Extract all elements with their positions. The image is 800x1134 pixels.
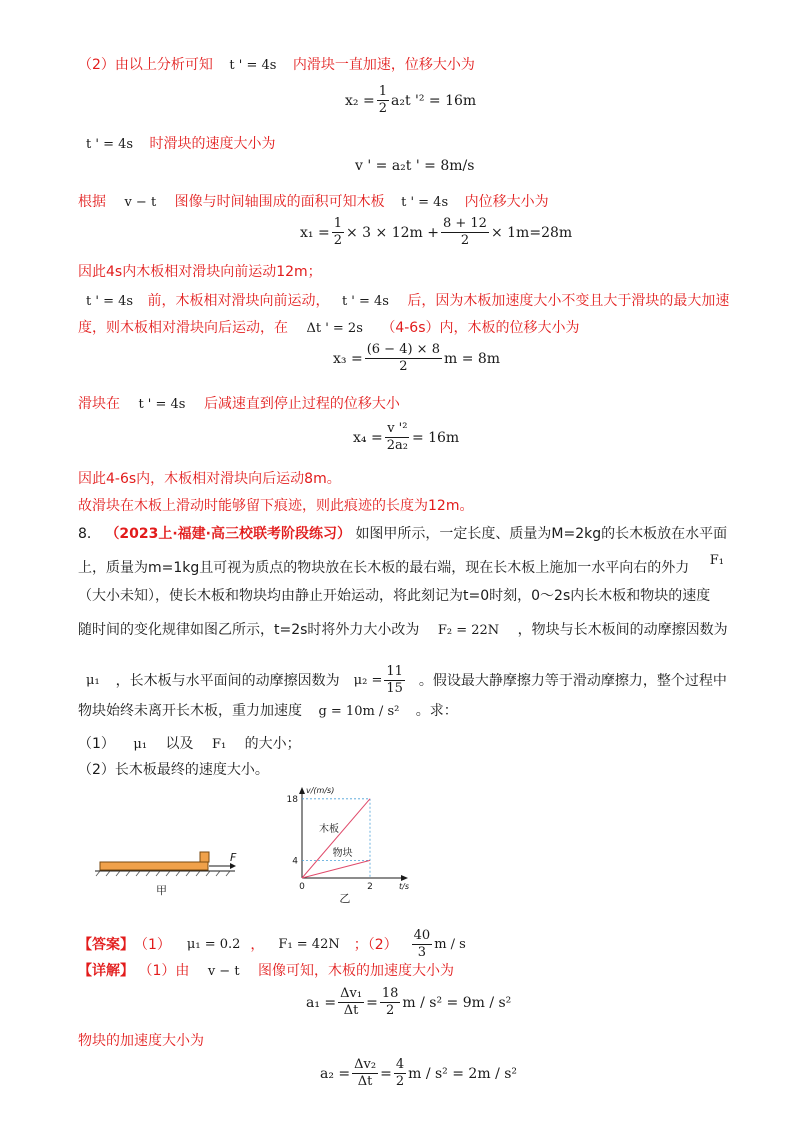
series-lines [302,799,370,878]
text-line [78,620,728,641]
detail-line [78,961,454,982]
text-span: （1）由 [138,963,190,979]
text-span: ， [250,936,265,953]
x-axis-arrow [401,875,408,881]
formula-part: x₁ = [300,224,330,241]
x-axis-label: t/s [399,882,409,891]
text-span: 内位移大小为 [464,194,549,210]
fraction: $\frac{8 + 12}{2}$ [442,216,487,248]
text-line [86,291,729,312]
formula-part: = [380,1065,392,1082]
formula-part: m = 8m [443,350,501,367]
formula-v: v ' = a₂t ' = 8m/s [355,158,475,174]
fraction: $\frac{4}{2}$ [395,1057,405,1089]
formula-part: x₄ = [353,429,383,446]
text-span: 后，因为木板加速度大小不变且大于滑块的最大加速 [407,293,730,309]
text-line: 物块的加速度大小为 [78,1033,204,1049]
math-inline: F₂ = 22N [437,623,500,638]
text-span: 根据 [78,194,106,210]
math-inline: t ' = 4s [86,137,134,152]
text-span: 随时间的变化规律如图乙所示，t=2s时将外力大小改为 [78,622,420,638]
series-label-block: 物块 [332,848,353,859]
text-line [86,134,275,155]
formula-part: m / s² = 2m / s² [408,1065,518,1082]
text-span: 后减速直到停止过程的位移大小 [203,396,400,412]
text-span: 图像可知，木板的加速度大小为 [258,963,455,979]
ground-hatch [96,871,230,876]
x-tick-label-2: 2 [367,882,373,892]
fraction: $\frac{11}{15}$ [386,664,403,696]
figure-jia [90,850,260,900]
block [200,852,209,862]
formula-x2 [345,84,476,117]
formula-x1 [300,216,572,249]
fraction: $\frac{\text{v '²}}{\text{2a₂}}$ [386,421,408,453]
text-line: 故滑块在木板上滑动时能够留下痕迹，则此痕迹的长度为12m。 [78,498,474,514]
text-span: 以及 [165,736,194,752]
figure-label-jia: 甲 [156,884,167,897]
math-inline: t ' = 4s [138,397,186,412]
text-line: 因此4s内木板相对滑块向前运动12m； [78,264,322,280]
math-inline: F₁ [709,553,724,568]
fraction: $\frac{\text{Δv₂}}{\Delta t}$ [354,1057,377,1089]
text-span: 图像与时间轴围成的面积可知木板 [174,194,385,210]
formula-part: x₃ = [333,350,363,367]
detail-tag: 【详解】 [78,963,134,979]
text-line [78,394,400,415]
formula-part: × 3 × 12m + [345,224,439,241]
text-line: 因此4-6s内，木板相对滑块向后运动8m。 [78,471,341,487]
math-inline: t ' = 4s [341,294,389,309]
formula-x4 [353,421,459,454]
formula-part: a₂t '² = 16m [390,92,477,109]
text-span: （1） [78,736,115,752]
text-span: 内滑块一直加速，位移大小为 [292,57,475,73]
y-tick-label-18: 18 [286,794,298,805]
text-span: 时滑块的速度大小为 [149,136,276,152]
formula-part: x₂ = [345,92,375,109]
formula-part: m / s² = 9m / s² [402,994,512,1011]
formula-part: = [366,994,378,1011]
text-span: ；（2） [353,936,398,953]
math-inline: Δt ' = 2s [306,321,363,336]
text-span: 度，则木板相对滑块向后运动，在 [78,320,288,336]
long-board [100,862,208,870]
figure-yi-chart [280,782,420,904]
answer-tag: 【答案】 [78,936,134,953]
fraction: $\frac{(6 - 4) \times 8}{2}$ [366,342,440,374]
fraction: $\frac{\text{Δv₁}}{\Delta t}$ [340,986,363,1018]
question-number: 8． [78,526,101,542]
figure-label-yi: 乙 [339,892,351,904]
text-span: ，物块与长木板间的动摩擦因数为 [517,622,728,638]
text-span: 的大小； [244,736,301,752]
text-line [78,664,727,697]
formula-part: a₁ = [306,994,337,1011]
formula-a2 [320,1057,517,1090]
fraction: $\frac{1}{2}$ [333,216,342,248]
math-inline: t ' = 4s [86,294,134,309]
text-line: （大小未知），使长木板和物块均由静止开始运动，将此刻记为t=0时刻，0～2s内长木板和物块的速度 [78,588,711,604]
fraction: $\frac{1}{2}$ [378,84,387,116]
math-inline: g = 10m / s² [318,704,400,719]
text-line [78,55,475,76]
text-line [78,701,458,722]
math-inline: v − t [124,195,157,210]
math-inline: v − t [207,964,240,979]
text-line [78,318,580,339]
answer-line [78,928,466,961]
math-inline: μ₁ = 0.2 [186,936,241,952]
formula-a1 [306,986,511,1019]
math-inline: t ' = 4s [401,195,449,210]
math-inline: μ₁ [86,672,100,688]
formula-part: = 16m [411,429,460,446]
origin-label: 0 [299,882,305,892]
text-span: 如图甲所示，一定长度、质量为M=2kg的长木板放在水平面 [355,526,728,542]
text-span: 上，质量为m=1kg且可视为质点的物块放在长木板的最右端，现在长木板上施加一水平向右的外力 [78,560,690,576]
question-source: （2023上·福建·高三校联考阶段练习） [105,526,351,542]
y-tick-label-4: 4 [292,856,298,867]
text-line [78,192,549,213]
text-line: （2）长木板最终的速度大小。 [78,762,269,778]
series-line-board [302,799,370,878]
text-span: （1） [134,936,171,953]
math-inline: F₁ = 42N [278,936,340,952]
math-inline: μ₂ = [353,672,383,688]
text-span: 滑块在 [78,396,120,412]
text-line [78,553,724,579]
text-span: （4-6s）内，木板的位移大小为 [381,320,580,336]
fraction: $\frac{40}{3}$ [413,928,431,960]
series-line-block [302,860,370,878]
fraction: $\frac{18}{2}$ [381,986,399,1018]
math-inline: m / s [434,936,466,952]
text-span: 前，木板相对滑块向前运动， [147,293,330,309]
text-line [78,524,727,544]
text-span: （2）由以上分析可知 [78,57,213,73]
series-label-board: 木板 [319,823,339,835]
formula-part: a₂ = [320,1065,351,1082]
formula-part: × 1m=28m [490,224,573,241]
math-inline: t ' = 4s [229,58,277,73]
text-line [78,734,301,755]
force-label: F [230,851,237,864]
y-axis-label: v/(m/s) [306,786,335,795]
math-inline: F₁ [211,737,227,752]
text-span: ，长木板与水平面间的动摩擦因数为 [115,672,340,689]
math-inline: μ₁ [133,737,148,752]
text-span: 。求： [415,703,458,719]
y-axis-arrow [299,787,305,794]
text-span: 物块始终未离开长木板，重力加速度 [78,703,302,719]
formula-x3 [333,342,500,375]
text-span: 。假设最大静摩擦力等于滑动摩擦力，整个过程中 [418,672,727,689]
